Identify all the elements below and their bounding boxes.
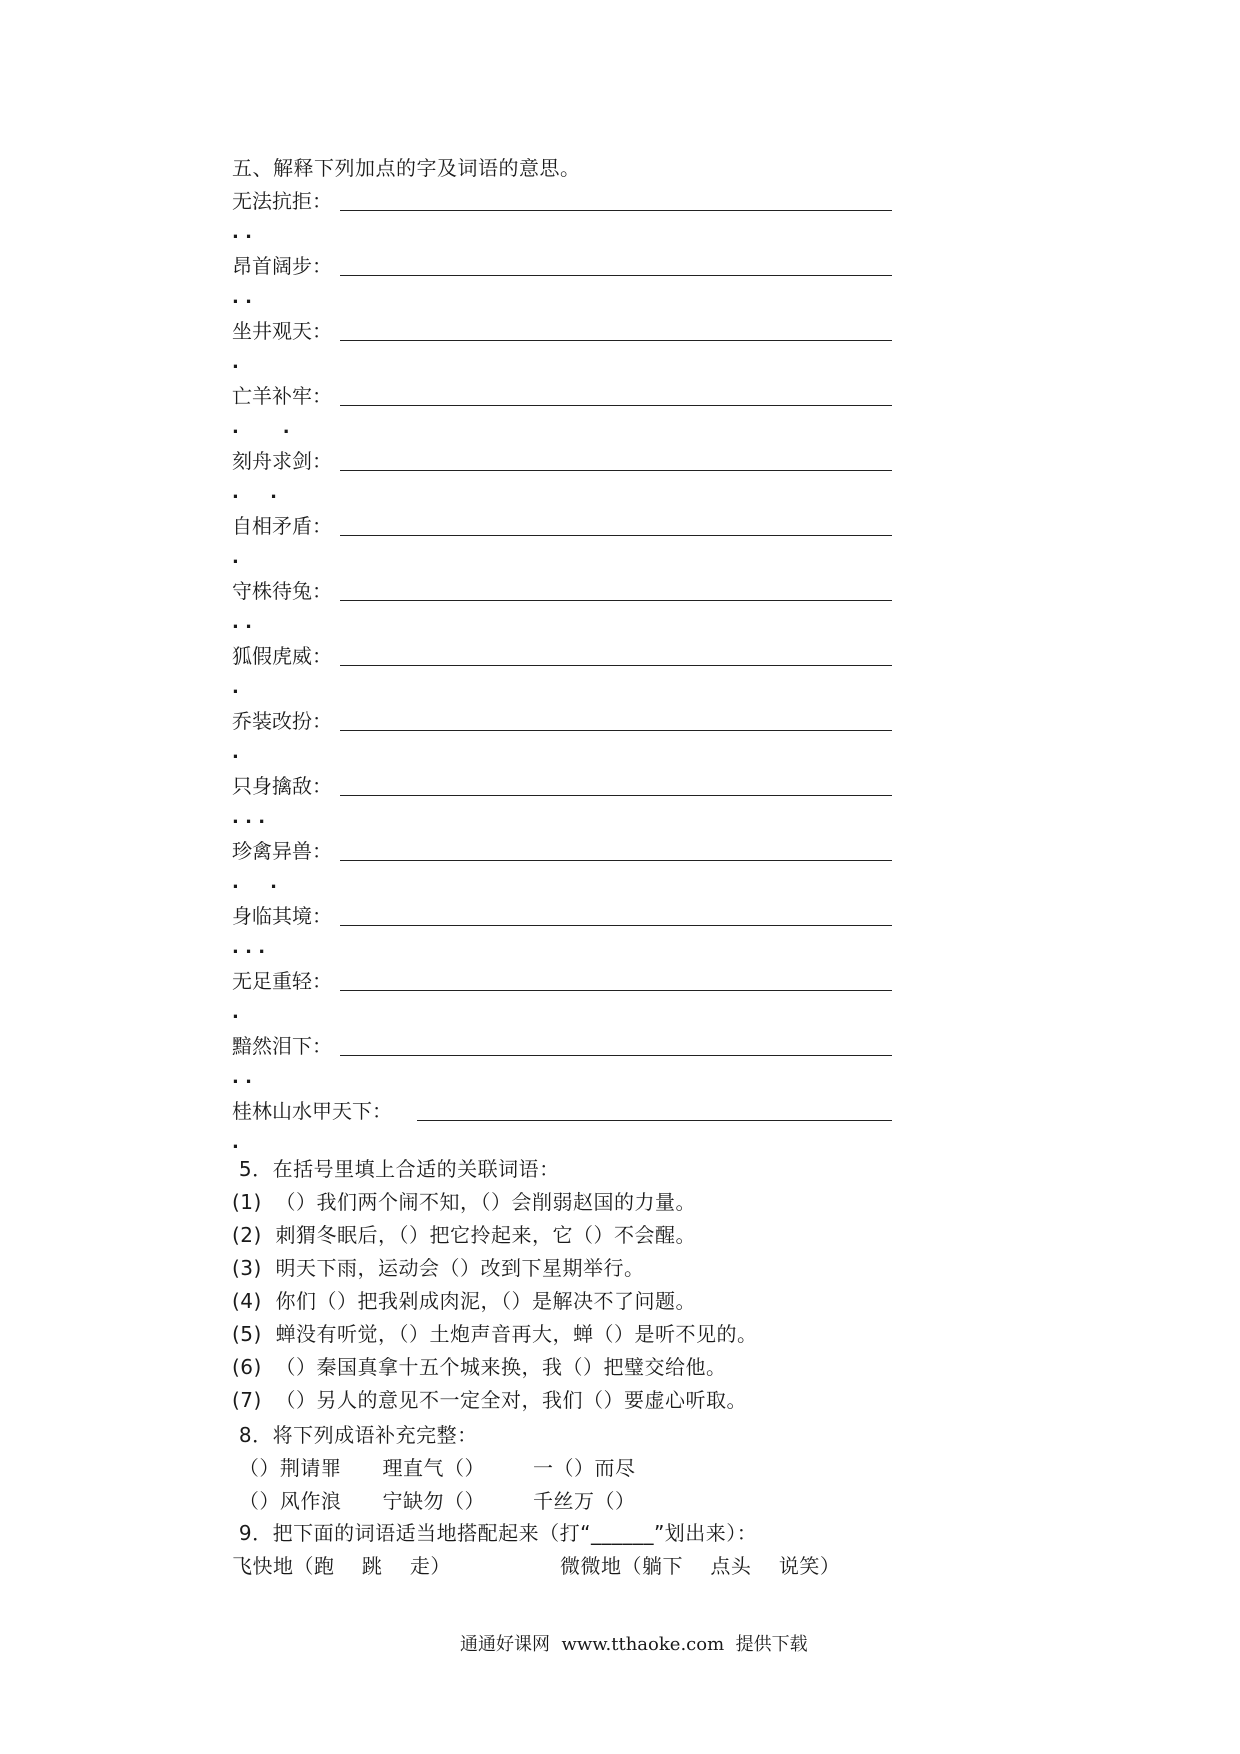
vocab-term: 乔装改扮：	[232, 709, 332, 733]
answer-blank-line[interactable]	[340, 470, 892, 471]
emphasis-dots: . .	[232, 222, 252, 243]
emphasis-dots: .	[232, 1132, 239, 1153]
emphasis-dots: .	[232, 547, 239, 568]
emphasis-dots: . . .	[232, 937, 266, 958]
emphasis-dots: . .	[232, 872, 278, 893]
vocab-term: 珍禽异兽：	[232, 839, 332, 863]
question-8-title: 8．将下列成语补充完整：	[232, 1423, 478, 1447]
emphasis-dots: . .	[232, 482, 278, 503]
question-5-title: 5．在括号里填上合适的关联词语：	[232, 1157, 560, 1181]
answer-blank-line[interactable]	[340, 275, 892, 276]
question-5-item: (7) （）另人的意见不一定全对，我们（）要虚心听取。	[232, 1388, 748, 1412]
answer-blank-line[interactable]	[340, 860, 892, 861]
vocab-term: 昂首阔步：	[232, 254, 332, 278]
question-5-item: (6) （）秦国真拿十五个城来换，我（）把璧交给他。	[232, 1355, 727, 1379]
question-8-row: （）荆请罪 理直气（） 一（）而尽	[232, 1456, 636, 1480]
vocab-term: 黯然泪下：	[232, 1034, 332, 1058]
question-8-row: （）风作浪 宁缺勿（） 千丝万（）	[232, 1489, 636, 1513]
answer-blank-line[interactable]	[340, 1055, 892, 1056]
question-9-right-group: 微微地（躺下 点头 说笑）	[560, 1554, 841, 1578]
answer-blank-line[interactable]	[417, 1120, 892, 1121]
answer-blank-line[interactable]	[340, 795, 892, 796]
question-5-item: (5) 蝉没有听觉，（）土炮声音再大，蝉（）是听不见的。	[232, 1322, 758, 1346]
emphasis-dots: .	[232, 742, 239, 763]
answer-blank-line[interactable]	[340, 600, 892, 601]
answer-blank-line[interactable]	[340, 730, 892, 731]
page-footer: 通通好课网 www.tthaoke.com 提供下载	[460, 1634, 808, 1655]
vocab-term: 亡羊补牢：	[232, 384, 332, 408]
question-5-item: (3) 明天下雨，运动会（）改到下星期举行。	[232, 1256, 645, 1280]
emphasis-dots: . .	[232, 417, 290, 438]
answer-blank-line[interactable]	[340, 990, 892, 991]
emphasis-dots: . .	[232, 1067, 252, 1088]
emphasis-dots: . . .	[232, 807, 266, 828]
answer-blank-line[interactable]	[340, 340, 892, 341]
vocab-term: 只身擒敌：	[232, 774, 332, 798]
emphasis-dots: . .	[232, 287, 252, 308]
emphasis-dots: . .	[232, 612, 252, 633]
question-5-item: (1) （）我们两个闹不知，（）会削弱赵国的力量。	[232, 1190, 697, 1214]
vocab-term: 桂林山水甲天下：	[232, 1099, 392, 1123]
emphasis-dots: .	[232, 677, 239, 698]
question-9-title: 9．把下面的词语适当地搭配起来（打“______”划出来）：	[232, 1521, 758, 1545]
question-9-left-group: 飞快地（跑 跳 走）	[232, 1554, 451, 1578]
vocab-term: 守株待兔：	[232, 579, 332, 603]
vocab-term: 坐井观天：	[232, 319, 332, 343]
vocab-term: 无法抗拒：	[232, 189, 332, 213]
answer-blank-line[interactable]	[340, 925, 892, 926]
answer-blank-line[interactable]	[340, 405, 892, 406]
emphasis-dots: .	[232, 1002, 239, 1023]
emphasis-dots: .	[232, 352, 239, 373]
answer-blank-line[interactable]	[340, 665, 892, 666]
answer-blank-line[interactable]	[340, 210, 892, 211]
question-5-item: (4) 你们（）把我剁成肉泥，（）是解决不了问题。	[232, 1289, 697, 1313]
vocab-term: 无足重轻：	[232, 969, 332, 993]
vocab-term: 刻舟求剑：	[232, 449, 332, 473]
vocab-term: 身临其境：	[232, 904, 332, 928]
section-heading: 五、解释下列加点的字及词语的意思。	[232, 156, 581, 180]
question-5-item: (2) 刺猬冬眠后，（）把它拎起来，它（）不会醒。	[232, 1223, 697, 1247]
answer-blank-line[interactable]	[340, 535, 892, 536]
vocab-term: 狐假虎威：	[232, 644, 332, 668]
vocab-term: 自相矛盾：	[232, 514, 332, 538]
